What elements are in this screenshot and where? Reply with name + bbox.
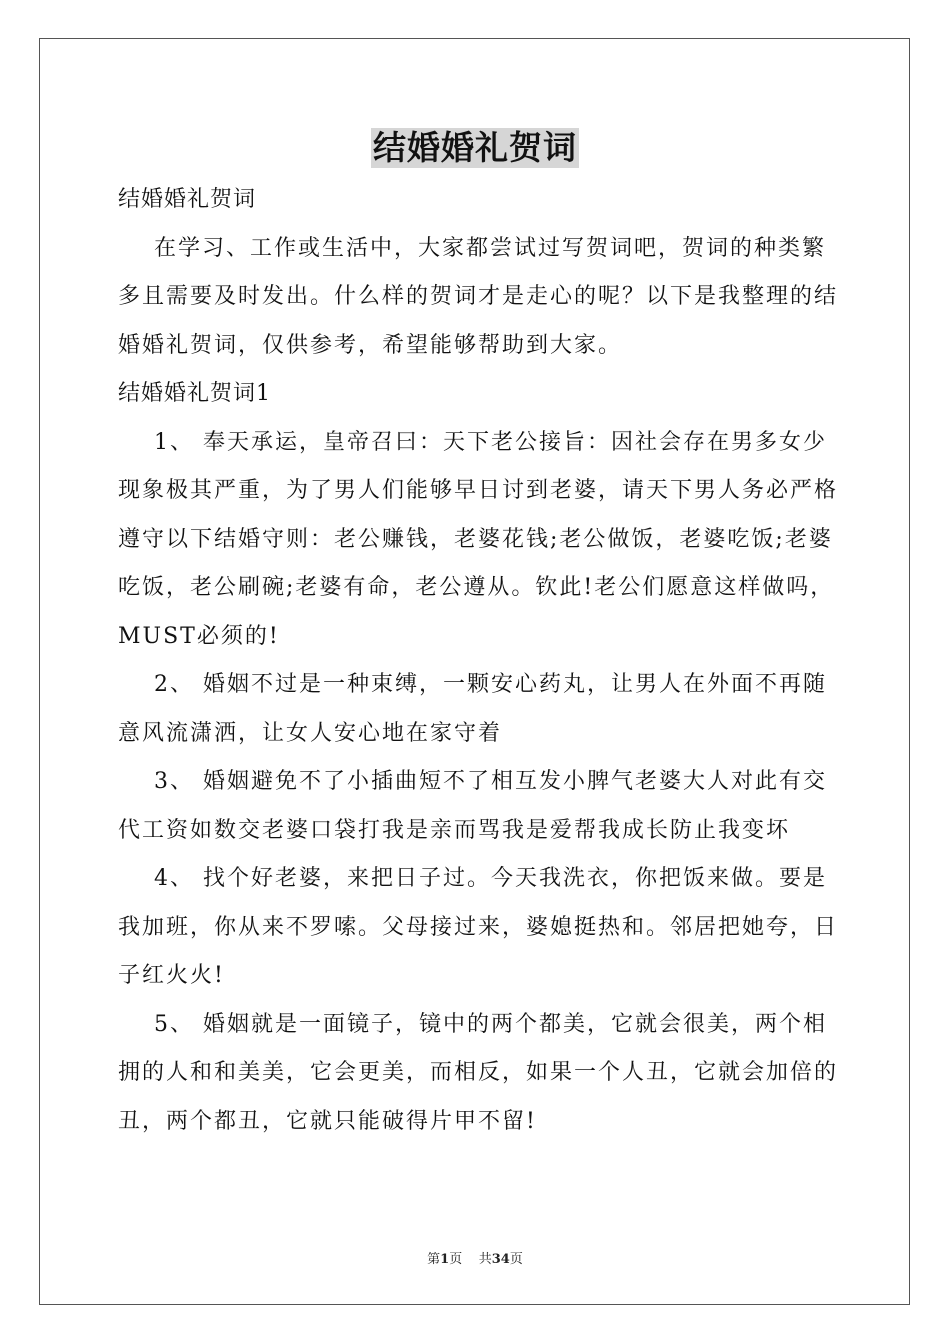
paragraph-line: 代工资如数交老婆口袋打我是亲而骂我是爱帮我成长防止我变坏 [118, 817, 791, 843]
section-heading: 结婚婚礼贺词 [118, 187, 257, 212]
paragraph-line: 遵守以下结婚守则：老公赚钱，老婆花钱;老公做饭，老婆吃饭;老婆 [118, 526, 833, 552]
paragraph-line: 拥的人和和美美，它会更美，而相反，如果一个人丑，它就会加倍的 [118, 1060, 839, 1085]
footer-suffix: 页 [509, 1252, 523, 1267]
paragraph-line: 多且需要及时发出。什么样的贺词才是走心的呢？以下是我整理的结 [118, 284, 839, 309]
paragraph-line: 吃饭，老公刷碗;老婆有命，老公遵从。钦此!老公们愿意这样做吗， [118, 575, 835, 600]
title-container [0, 128, 950, 168]
paragraph-line: 4、 找个好老婆，来把日子过。今天我洗衣，你把饭来做。要是 [118, 866, 827, 891]
paragraph-line: 婚婚礼贺词，仅供参考，希望能够帮助到大家。 [118, 332, 623, 358]
footer-page-total: 34 [491, 1252, 510, 1267]
footer-mid: 页 共 [449, 1252, 492, 1267]
paragraph-line: 3、 婚姻避免不了小插曲短不了相互发小脾气老婆大人对此有交 [118, 769, 827, 794]
paragraph-line: MUST必须的! [118, 623, 280, 649]
page-footer [0, 1248, 950, 1267]
document-title: 结婚婚礼贺词 [373, 128, 577, 167]
footer-page-number: 1 [440, 1252, 450, 1267]
paragraph-line: 5、 婚姻就是一面镜子，镜中的两个都美，它就会很美，两个相 [118, 1011, 827, 1037]
paragraph-line: 在学习、工作或生活中，大家都尝试过写贺词吧，贺词的种类繁 [118, 235, 826, 261]
paragraph-line: 子红火火! [118, 963, 225, 988]
paragraph-line: 丑，两个都丑，它就只能破得片甲不留! [118, 1108, 537, 1134]
document-body [118, 176, 839, 1146]
paragraph-line: 2、 婚姻不过是一种束缚，一颗安心药丸，让男人在外面不再随 [118, 672, 827, 697]
paragraph-line: 我加班，你从来不罗嗦。父母接过来，婆媳挺热和。邻居把她夸，日 [118, 914, 839, 940]
paragraph-line: 现象极其严重，为了男人们能够早日讨到老婆，请天下男人务必严格 [118, 478, 839, 503]
paragraph-line: 意风流潇洒，让女人安心地在家守着 [118, 720, 503, 746]
paragraph-line: 1、 奉天承运，皇帝召曰：天下老公接旨：因社会存在男多女少 [118, 429, 827, 455]
footer-prefix: 第 [427, 1252, 441, 1267]
section-heading: 结婚婚礼贺词1 [118, 381, 271, 406]
